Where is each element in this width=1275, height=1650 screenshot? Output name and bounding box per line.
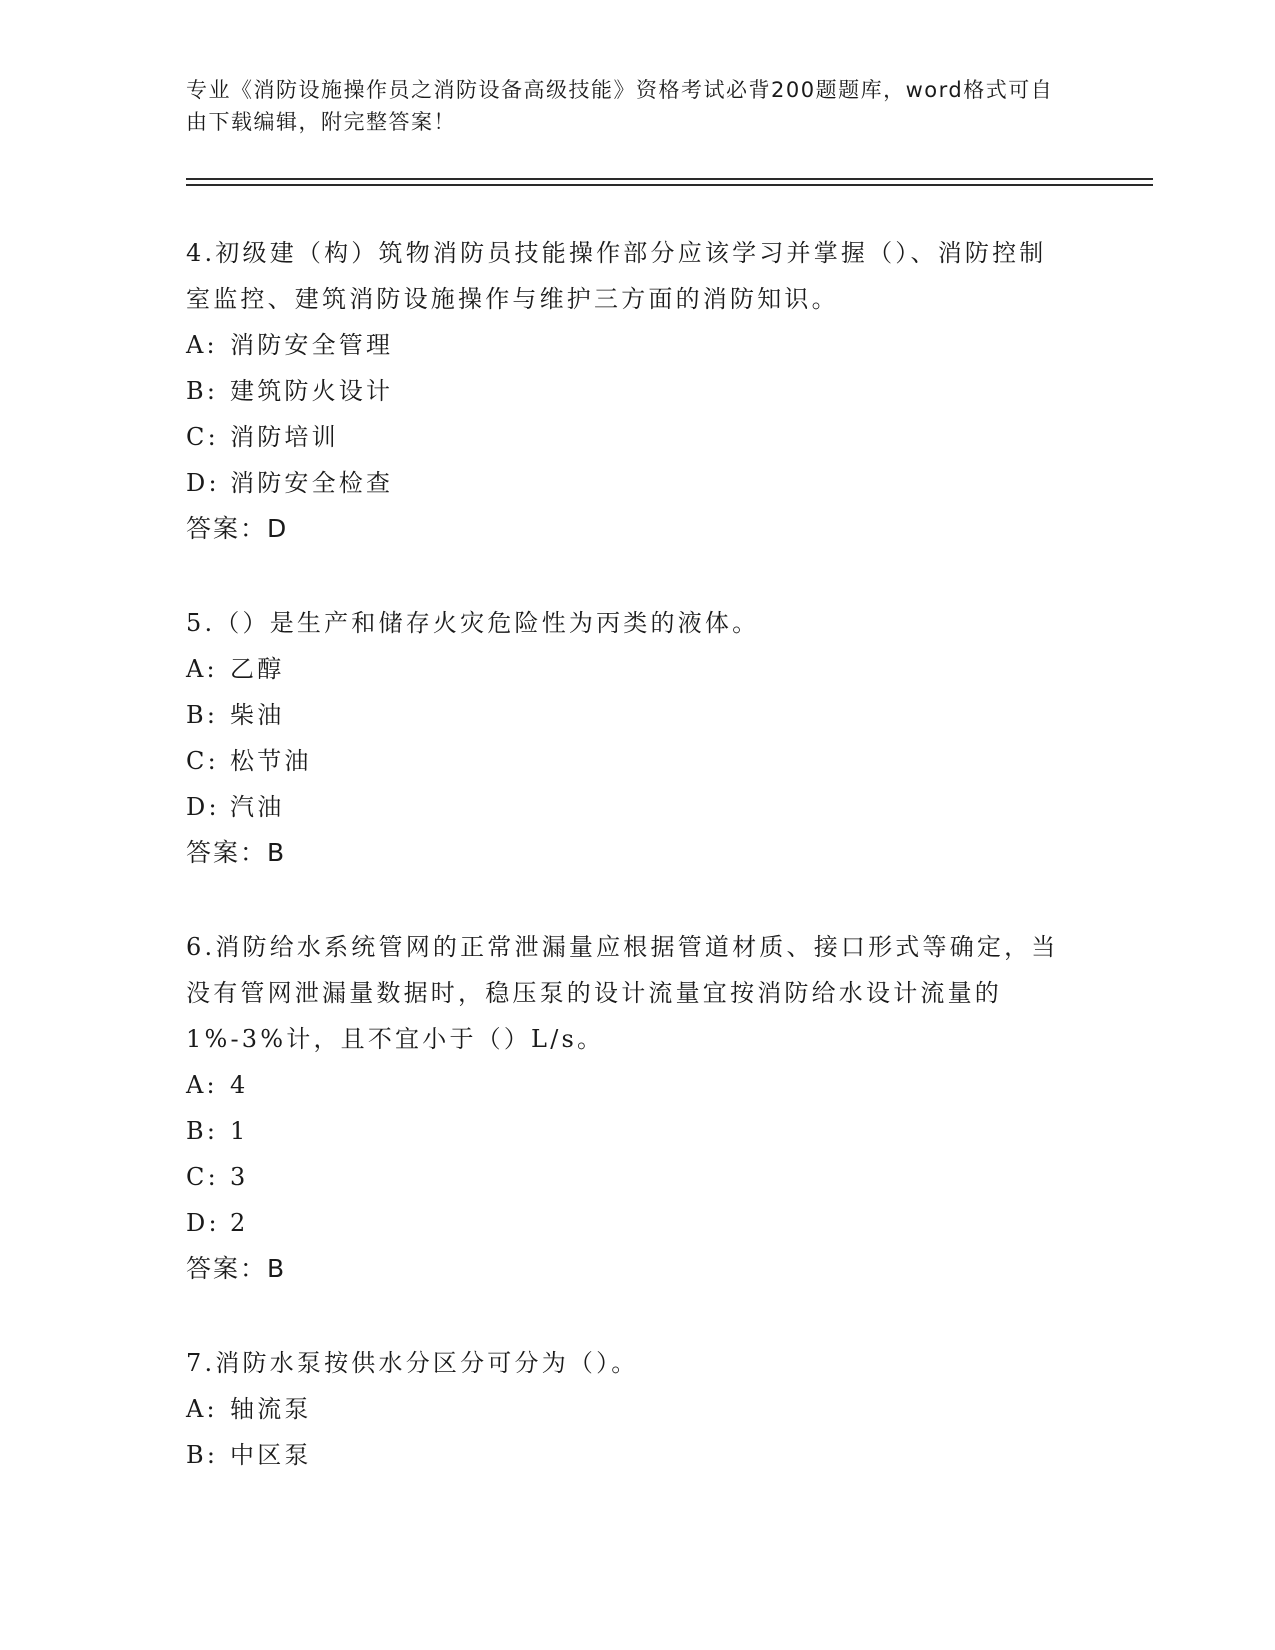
option-text: 建筑防火设计 [230,377,394,405]
header-divider-top [186,178,1153,180]
answer-line: 答案：B [186,1254,287,1283]
option-letter: A: [186,1071,218,1099]
option-text: 1 [230,1117,249,1145]
option-a [186,322,1066,368]
option-letter: C: [186,1163,219,1191]
option-b [186,692,1066,738]
question-text: 6.消防给水系统管网的正常泄漏量应根据管道材质、接口形式等确定，当没有管网泄漏量数据时，稳压泵的设计流量宜按消防给水设计流量的1%-3%计，且不宜小于（）L/s。 [186,933,1059,1053]
header-divider-bottom [186,184,1153,186]
option-d [186,460,1066,506]
option-text: 柴油 [230,701,285,729]
option-c [186,738,1066,784]
question-4 [186,230,1066,552]
option-text: 乙醇 [230,655,285,683]
option-a [186,1062,1066,1108]
option-text: 消防安全管理 [230,331,394,359]
question-text: 4.初级建（构）筑物消防员技能操作部分应该学习并掌握（）、消防控制室监控、建筑消防设施操作与维护三方面的消防知识。 [186,239,1047,313]
answer-line: 答案：D [186,514,289,543]
option-text: 2 [230,1209,249,1237]
option-letter: D: [186,793,220,821]
option-text: 中区泵 [230,1441,312,1469]
option-b [186,1432,1066,1478]
option-a [186,1386,1066,1432]
option-b [186,368,1066,414]
option-c [186,1154,1066,1200]
answer-line: 答案：B [186,838,287,867]
question-list [186,230,1066,1526]
option-d [186,1200,1066,1246]
option-text: 3 [230,1163,249,1191]
option-letter: C: [186,747,219,775]
option-b [186,1108,1066,1154]
option-text: 汽油 [230,793,285,821]
document-header: 专业《消防设施操作员之消防设备高级技能》资格考试必背200题题库，word格式可自由下载编辑，附完整答案！ [186,78,1054,134]
option-letter: B: [186,1441,219,1469]
question-5 [186,600,1066,876]
option-letter: B: [186,1117,219,1145]
option-text: 松节油 [230,747,312,775]
option-letter: D: [186,469,220,497]
option-letter: D: [186,1209,220,1237]
option-letter: A: [186,1395,218,1423]
option-d [186,784,1066,830]
option-letter: A: [186,655,218,683]
question-6 [186,924,1066,1292]
option-text: 轴流泵 [230,1395,312,1423]
option-c [186,414,1066,460]
question-text: 7.消防水泵按供水分区分可分为（）。 [186,1349,639,1377]
option-a [186,646,1066,692]
question-text: 5.（）是生产和储存火灾危险性为丙类的液体。 [186,609,760,637]
option-text: 4 [230,1071,249,1099]
option-letter: B: [186,377,219,405]
option-text: 消防培训 [230,423,339,451]
option-letter: A: [186,331,218,359]
option-text: 消防安全检查 [230,469,394,497]
option-letter: C: [186,423,219,451]
option-letter: B: [186,701,219,729]
question-7 [186,1340,1066,1478]
